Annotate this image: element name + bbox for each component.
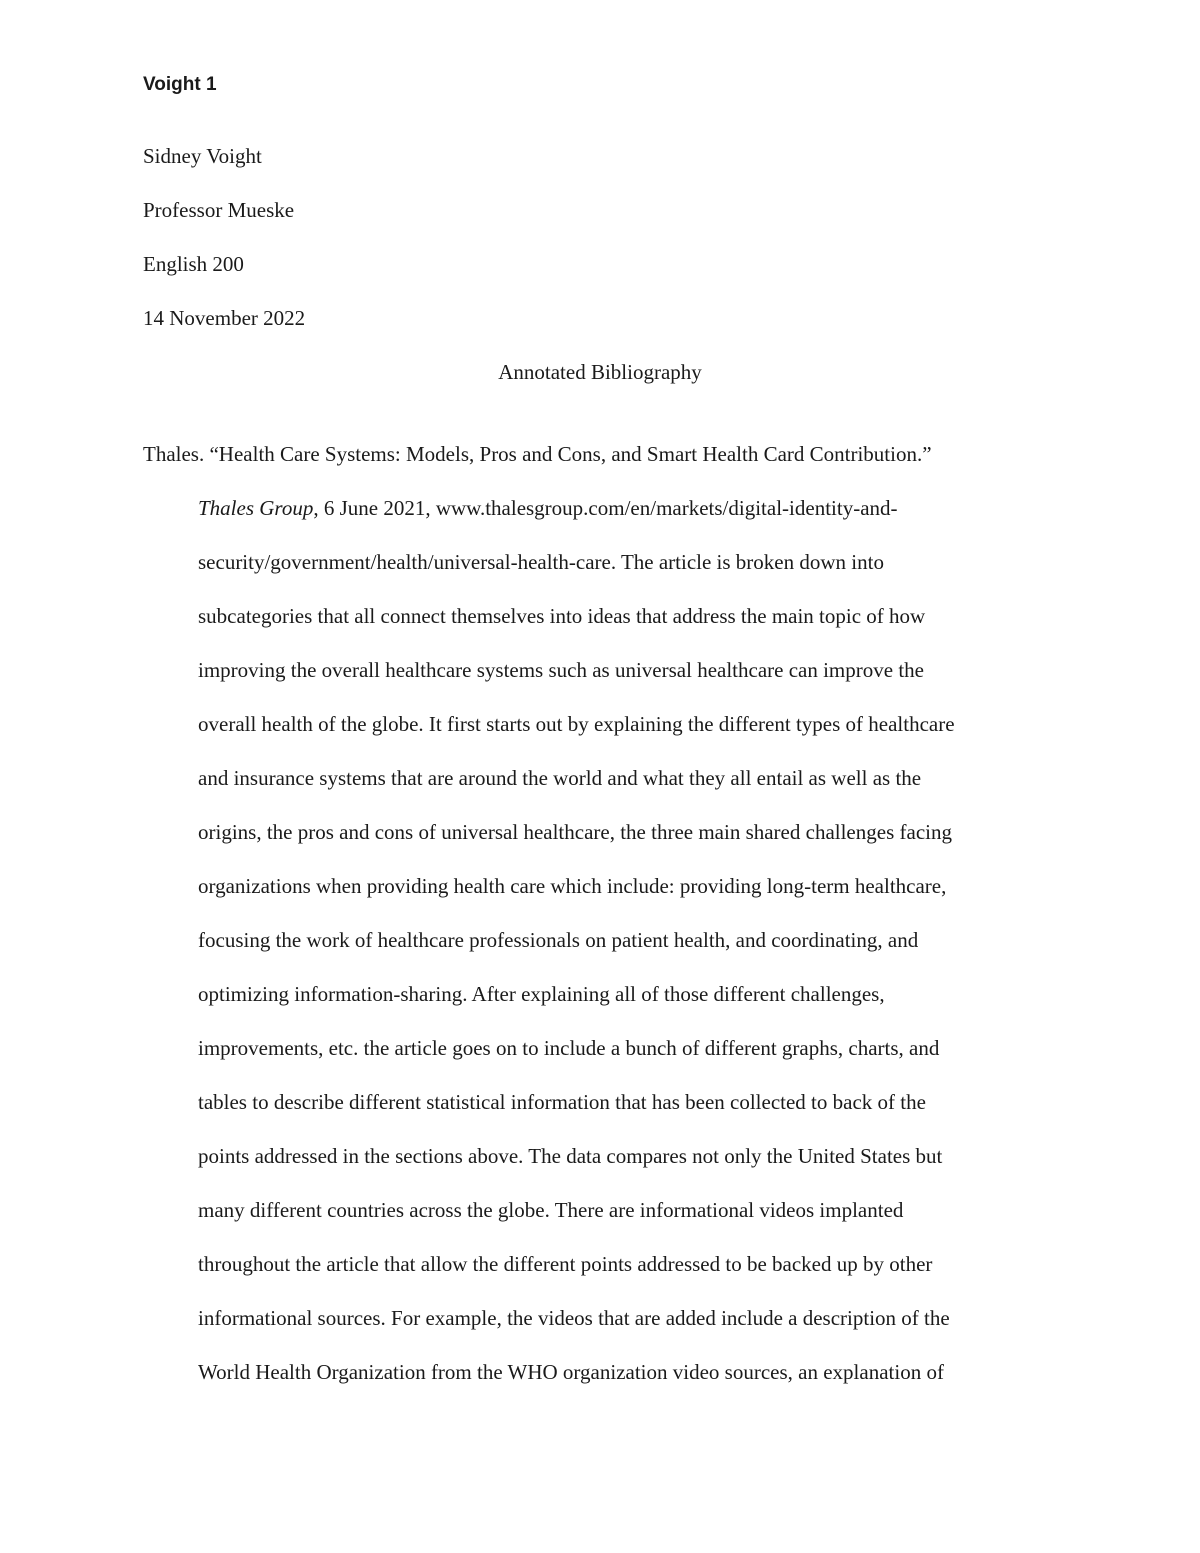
course-name: English 200	[143, 252, 244, 276]
annotation-line: optimizing information-sharing. After explaining all of those different challenges,	[198, 982, 885, 1006]
annotation-line: World Health Organization from the WHO organization video sources, an explanation of	[198, 1360, 944, 1384]
citation-line-1: Thales. “Health Care Systems: Models, Pros and Cons, and Smart Health Card Contribution.”	[143, 442, 932, 466]
annotation-line: origins, the pros and cons of universal healthcare, the three main shared challenges facing	[198, 820, 952, 844]
annotation-line: improvements, etc. the article goes on to include a bunch of different graphs, charts, and	[198, 1036, 940, 1060]
citation-line-2-rest: , 6 June 2021, www.thalesgroup.com/en/markets/digital-identity-and-	[313, 496, 898, 520]
annotation-line: tables to describe different statistical information that has been collected to back of the	[198, 1090, 926, 1114]
citation-publication: Thales Group	[198, 496, 314, 520]
running-head: Voight 1	[143, 74, 217, 95]
annotation-line: and insurance systems that are around the world and what they all entail as well as the	[198, 766, 922, 790]
submission-date: 14 November 2022	[143, 306, 306, 330]
annotation-line: points addressed in the sections above. The data compares not only the United States but	[198, 1144, 943, 1168]
annotation-line: security/government/health/universal-health-care. The article is broken down into	[198, 550, 884, 574]
citation-line-2	[198, 495, 898, 521]
annotation-line: subcategories that all connect themselves into ideas that address the main topic of how	[198, 604, 926, 628]
annotation-line: organizations when providing health care which include: providing long-term healthcare,	[198, 874, 947, 898]
annotation-line: focusing the work of healthcare professionals on patient health, and coordinating, and	[198, 928, 919, 952]
annotation-line: improving the overall healthcare systems such as universal healthcare can improve the	[198, 658, 924, 682]
professor-name: Professor Mueske	[143, 198, 295, 222]
annotation-line: informational sources. For example, the videos that are added include a description of the	[198, 1306, 950, 1330]
annotation-line: overall health of the globe. It first starts out by explaining the different types of healthcare	[198, 712, 955, 736]
document-title: Annotated Bibliography	[498, 360, 702, 384]
annotation-line: throughout the article that allow the different points addressed to be backed up by other	[198, 1252, 933, 1276]
student-name: Sidney Voight	[143, 144, 262, 168]
annotation-line: many different countries across the globe. There are informational videos implanted	[198, 1198, 904, 1222]
